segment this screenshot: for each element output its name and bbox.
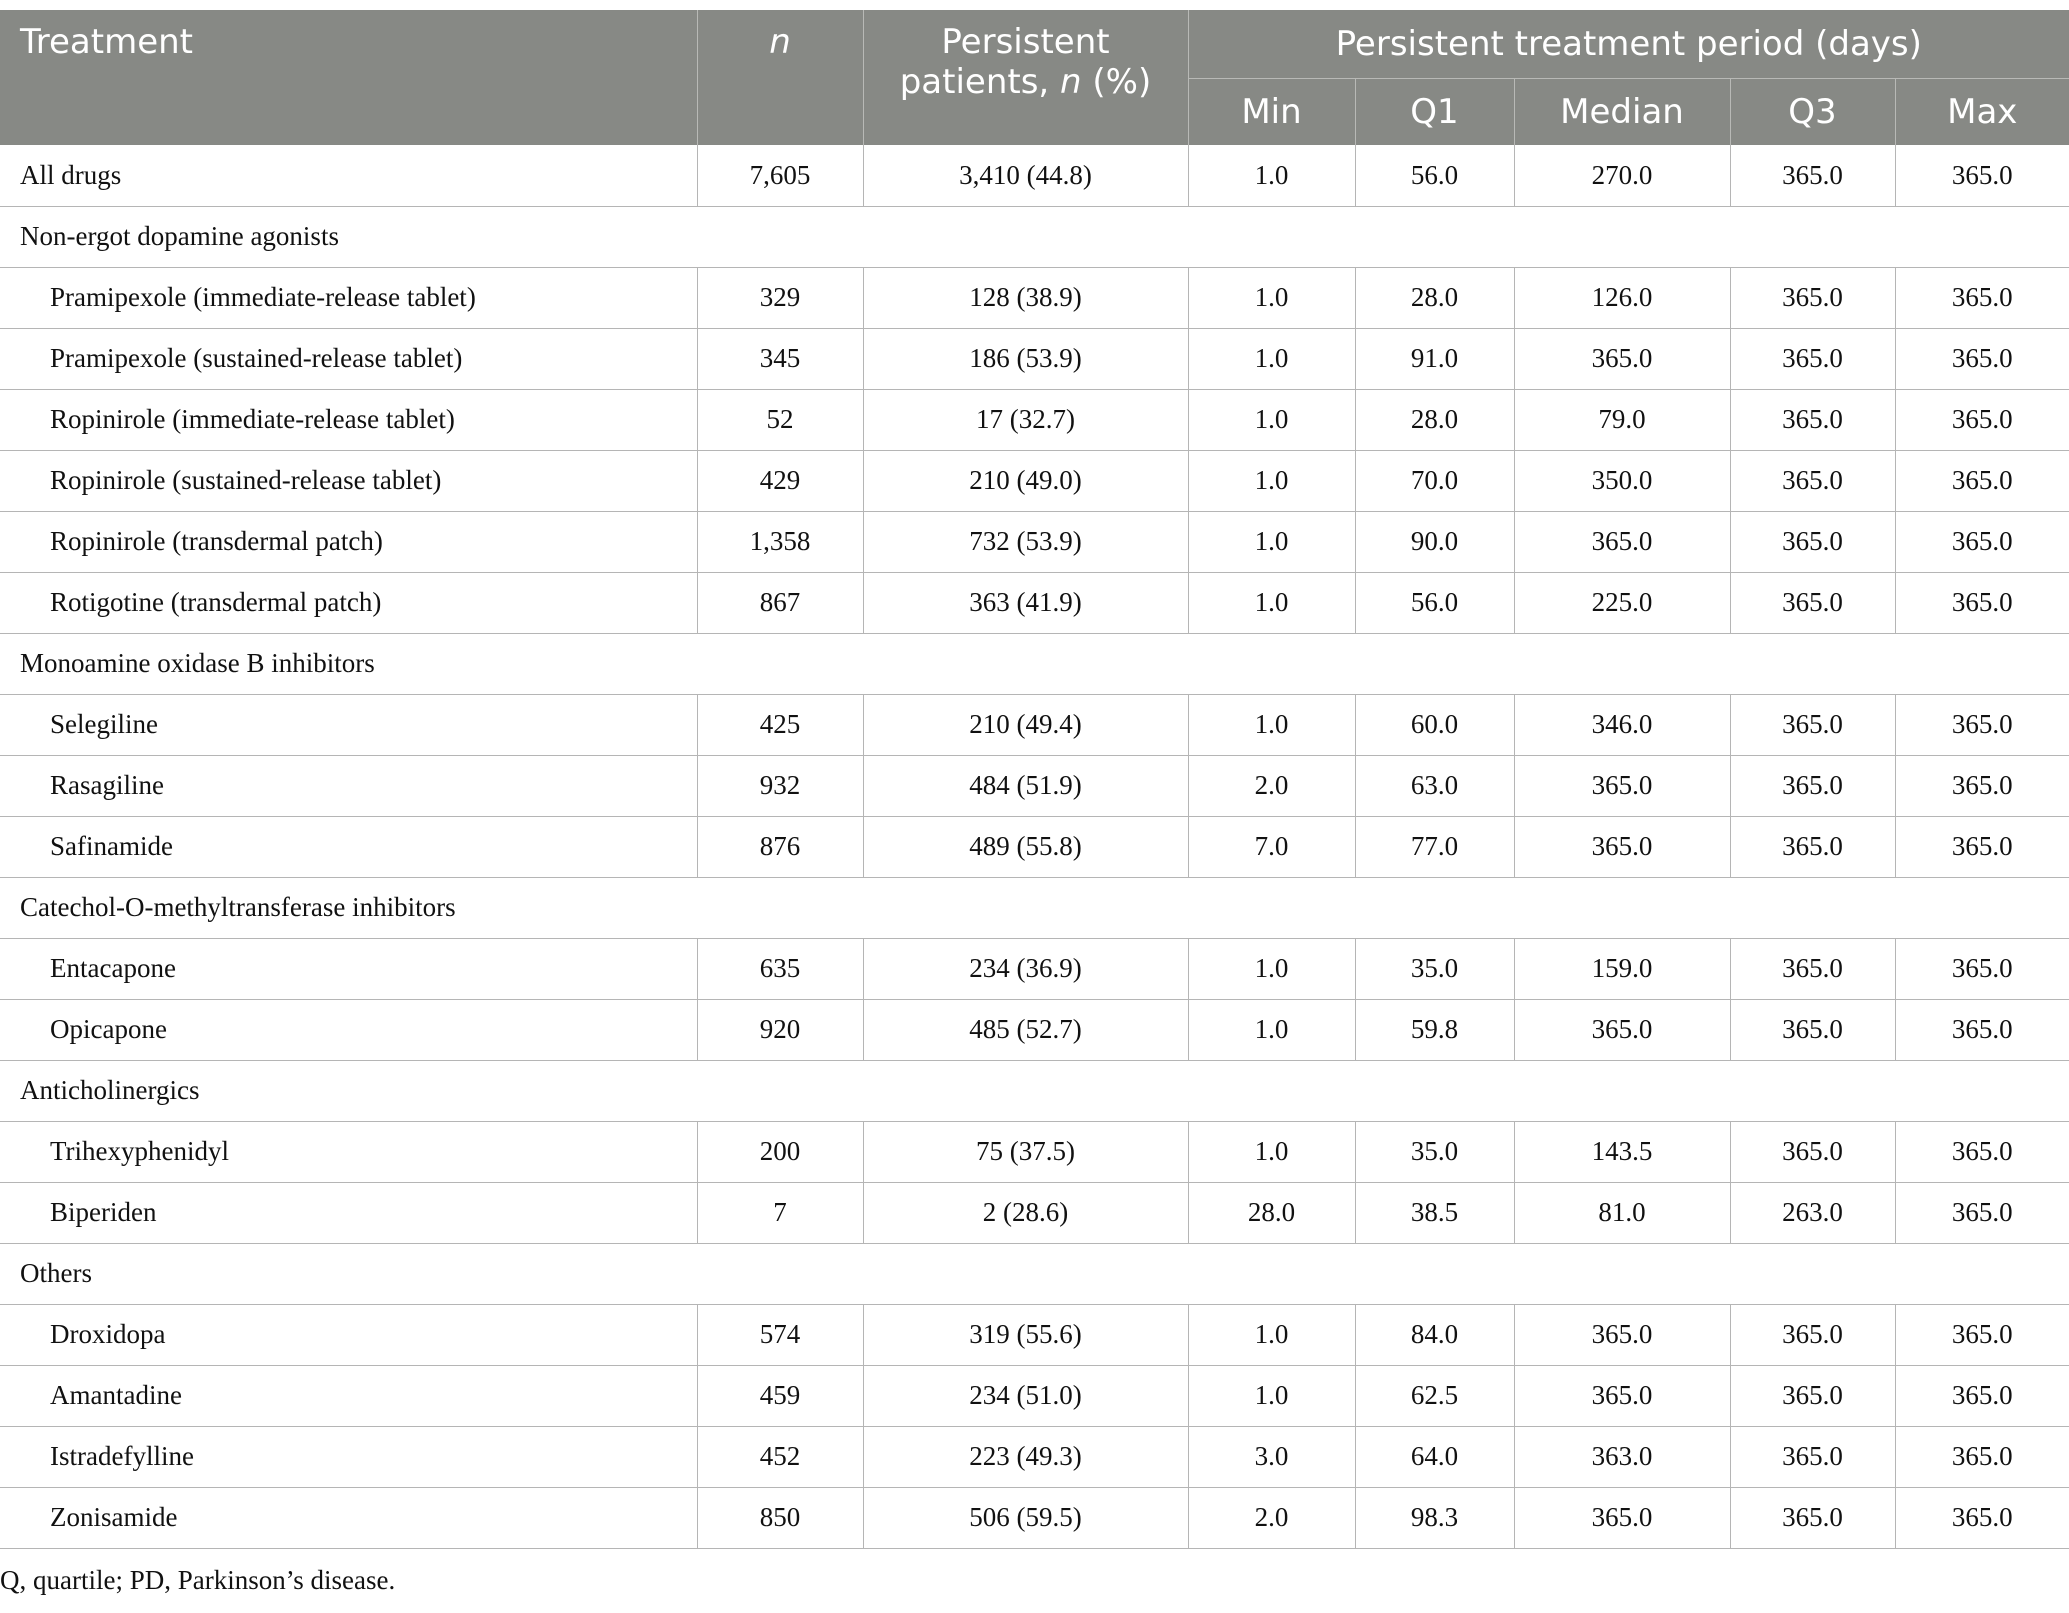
header-n: [697, 10, 863, 145]
header-min: Min: [1188, 78, 1355, 145]
q1-cell: 35.0: [1355, 938, 1514, 999]
group-label: Monoamine oxidase B inhibitors: [0, 633, 2069, 694]
min-cell: 1.0: [1188, 450, 1355, 511]
q1-cell: 62.5: [1355, 1365, 1514, 1426]
persistent-cell: 485 (52.7): [863, 999, 1188, 1060]
table-row: [0, 1304, 2069, 1365]
persistent-cell: 17 (32.7): [863, 389, 1188, 450]
persistent-cell: 128 (38.9): [863, 267, 1188, 328]
header-persistent-line1: Persistent: [941, 22, 1110, 62]
persistent-cell: 75 (37.5): [863, 1121, 1188, 1182]
n-cell: 345: [697, 328, 863, 389]
q1-cell: 84.0: [1355, 1304, 1514, 1365]
table-row: [0, 1182, 2069, 1243]
q3-cell: 365.0: [1730, 511, 1895, 572]
min-cell: 1.0: [1188, 999, 1355, 1060]
median-cell: 350.0: [1514, 450, 1730, 511]
header-persistent-line2a: patients,: [899, 62, 1061, 102]
table-row: [0, 755, 2069, 816]
q3-cell: 365.0: [1730, 145, 1895, 206]
min-cell: 1.0: [1188, 511, 1355, 572]
n-cell: 932: [697, 755, 863, 816]
persistent-cell: 484 (51.9): [863, 755, 1188, 816]
group-label: Anticholinergics: [0, 1060, 2069, 1121]
table-row: [0, 694, 2069, 755]
table-row: [0, 328, 2069, 389]
median-cell: 363.0: [1514, 1426, 1730, 1487]
max-cell: 365.0: [1895, 1365, 2069, 1426]
median-cell: 159.0: [1514, 938, 1730, 999]
treatment-cell: Selegiline: [0, 694, 697, 755]
median-cell: 365.0: [1514, 816, 1730, 877]
persistent-cell: 186 (53.9): [863, 328, 1188, 389]
persistence-table: [0, 10, 2069, 1549]
q3-cell: 365.0: [1730, 389, 1895, 450]
median-cell: 365.0: [1514, 755, 1730, 816]
header-treatment-period: Persistent treatment period (days): [1188, 10, 2069, 78]
min-cell: 1.0: [1188, 1365, 1355, 1426]
q3-cell: 365.0: [1730, 328, 1895, 389]
q1-cell: 56.0: [1355, 145, 1514, 206]
table-footnote: Q, quartile; PD, Parkinson’s disease.: [0, 1565, 396, 1595]
persistent-cell: 234 (36.9): [863, 938, 1188, 999]
q1-cell: 28.0: [1355, 389, 1514, 450]
table-row: [0, 816, 2069, 877]
min-cell: 1.0: [1188, 328, 1355, 389]
max-cell: 365.0: [1895, 145, 2069, 206]
persistent-cell: 506 (59.5): [863, 1487, 1188, 1548]
n-cell: 459: [697, 1365, 863, 1426]
treatment-cell: Rotigotine (transdermal patch): [0, 572, 697, 633]
q3-cell: 365.0: [1730, 450, 1895, 511]
median-cell: 225.0: [1514, 572, 1730, 633]
min-cell: 2.0: [1188, 1487, 1355, 1548]
header-persistent-patients: [863, 10, 1188, 145]
median-cell: 365.0: [1514, 511, 1730, 572]
table-header: [0, 10, 2069, 145]
header-n-text: n: [769, 22, 791, 62]
header-q3: Q3: [1730, 78, 1895, 145]
group-header-row: [0, 633, 2069, 694]
max-cell: 365.0: [1895, 694, 2069, 755]
max-cell: 365.0: [1895, 938, 2069, 999]
q1-cell: 56.0: [1355, 572, 1514, 633]
table-row: [0, 1426, 2069, 1487]
group-header-row: [0, 1060, 2069, 1121]
median-cell: 270.0: [1514, 145, 1730, 206]
n-cell: 574: [697, 1304, 863, 1365]
q3-cell: 365.0: [1730, 267, 1895, 328]
n-cell: 429: [697, 450, 863, 511]
q3-cell: 365.0: [1730, 1121, 1895, 1182]
q3-cell: 365.0: [1730, 755, 1895, 816]
table-row: [0, 1365, 2069, 1426]
persistent-cell: 319 (55.6): [863, 1304, 1188, 1365]
q3-cell: 365.0: [1730, 1487, 1895, 1548]
n-cell: 635: [697, 938, 863, 999]
treatment-cell: Biperiden: [0, 1182, 697, 1243]
treatment-cell: Pramipexole (immediate-release tablet): [0, 267, 697, 328]
table-row: [0, 1121, 2069, 1182]
min-cell: 1.0: [1188, 1304, 1355, 1365]
group-label: Catechol-O-methyltransferase inhibitors: [0, 877, 2069, 938]
q1-cell: 98.3: [1355, 1487, 1514, 1548]
q3-cell: 365.0: [1730, 572, 1895, 633]
min-cell: 1.0: [1188, 145, 1355, 206]
q1-cell: 64.0: [1355, 1426, 1514, 1487]
header-persistent-line2b: (%): [1081, 62, 1152, 102]
n-cell: 52: [697, 389, 863, 450]
median-cell: 143.5: [1514, 1121, 1730, 1182]
group-header-row: [0, 206, 2069, 267]
persistent-cell: 489 (55.8): [863, 816, 1188, 877]
min-cell: 1.0: [1188, 572, 1355, 633]
max-cell: 365.0: [1895, 328, 2069, 389]
table-row: [0, 450, 2069, 511]
q3-cell: 365.0: [1730, 999, 1895, 1060]
n-cell: 200: [697, 1121, 863, 1182]
max-cell: 365.0: [1895, 1121, 2069, 1182]
min-cell: 1.0: [1188, 389, 1355, 450]
n-cell: 1,358: [697, 511, 863, 572]
median-cell: 365.0: [1514, 1365, 1730, 1426]
persistent-cell: 363 (41.9): [863, 572, 1188, 633]
treatment-cell: Istradefylline: [0, 1426, 697, 1487]
group-header-row: [0, 1243, 2069, 1304]
median-cell: 365.0: [1514, 328, 1730, 389]
table-row: [0, 389, 2069, 450]
q3-cell: 365.0: [1730, 1365, 1895, 1426]
q1-cell: 90.0: [1355, 511, 1514, 572]
treatment-cell: Entacapone: [0, 938, 697, 999]
treatment-cell: Droxidopa: [0, 1304, 697, 1365]
min-cell: 1.0: [1188, 1121, 1355, 1182]
min-cell: 1.0: [1188, 694, 1355, 755]
treatment-cell: Pramipexole (sustained-release tablet): [0, 328, 697, 389]
n-cell: 850: [697, 1487, 863, 1548]
q3-cell: 365.0: [1730, 694, 1895, 755]
max-cell: 365.0: [1895, 816, 2069, 877]
max-cell: 365.0: [1895, 1487, 2069, 1548]
max-cell: 365.0: [1895, 1426, 2069, 1487]
n-cell: 452: [697, 1426, 863, 1487]
header-median: Median: [1514, 78, 1730, 145]
treatment-cell: Ropinirole (transdermal patch): [0, 511, 697, 572]
table-row: [0, 572, 2069, 633]
max-cell: 365.0: [1895, 572, 2069, 633]
treatment-cell: Amantadine: [0, 1365, 697, 1426]
treatment-cell: Safinamide: [0, 816, 697, 877]
header-max: Max: [1895, 78, 2069, 145]
median-cell: 365.0: [1514, 1304, 1730, 1365]
max-cell: 365.0: [1895, 755, 2069, 816]
persistent-cell: 732 (53.9): [863, 511, 1188, 572]
treatment-cell: Ropinirole (immediate-release tablet): [0, 389, 697, 450]
q3-cell: 365.0: [1730, 1426, 1895, 1487]
min-cell: 2.0: [1188, 755, 1355, 816]
persistent-cell: 2 (28.6): [863, 1182, 1188, 1243]
table-row: [0, 145, 2069, 206]
q1-cell: 60.0: [1355, 694, 1514, 755]
persistent-cell: 210 (49.4): [863, 694, 1188, 755]
median-cell: 346.0: [1514, 694, 1730, 755]
treatment-cell: Opicapone: [0, 999, 697, 1060]
n-cell: 7: [697, 1182, 863, 1243]
q1-cell: 70.0: [1355, 450, 1514, 511]
treatment-cell: Zonisamide: [0, 1487, 697, 1548]
table-row: [0, 1487, 2069, 1548]
q3-cell: 365.0: [1730, 816, 1895, 877]
max-cell: 365.0: [1895, 511, 2069, 572]
header-persistent-line2n: n: [1060, 62, 1082, 102]
q1-cell: 91.0: [1355, 328, 1514, 389]
persistent-cell: 3,410 (44.8): [863, 145, 1188, 206]
max-cell: 365.0: [1895, 1182, 2069, 1243]
header-q1: Q1: [1355, 78, 1514, 145]
persistent-cell: 223 (49.3): [863, 1426, 1188, 1487]
group-label: Non-ergot dopamine agonists: [0, 206, 2069, 267]
min-cell: 7.0: [1188, 816, 1355, 877]
q3-cell: 365.0: [1730, 1304, 1895, 1365]
persistent-cell: 210 (49.0): [863, 450, 1188, 511]
n-cell: 425: [697, 694, 863, 755]
median-cell: 79.0: [1514, 389, 1730, 450]
max-cell: 365.0: [1895, 999, 2069, 1060]
treatment-cell: Rasagiline: [0, 755, 697, 816]
q1-cell: 77.0: [1355, 816, 1514, 877]
table-row: [0, 267, 2069, 328]
table-row: [0, 511, 2069, 572]
treatment-cell: Trihexyphenidyl: [0, 1121, 697, 1182]
min-cell: 3.0: [1188, 1426, 1355, 1487]
group-label: Others: [0, 1243, 2069, 1304]
max-cell: 365.0: [1895, 1304, 2069, 1365]
table-row: [0, 999, 2069, 1060]
n-cell: 867: [697, 572, 863, 633]
header-treatment: Treatment: [0, 10, 697, 145]
group-header-row: [0, 877, 2069, 938]
median-cell: 365.0: [1514, 1487, 1730, 1548]
median-cell: 126.0: [1514, 267, 1730, 328]
median-cell: 365.0: [1514, 999, 1730, 1060]
min-cell: 1.0: [1188, 938, 1355, 999]
min-cell: 1.0: [1188, 267, 1355, 328]
q1-cell: 28.0: [1355, 267, 1514, 328]
q3-cell: 365.0: [1730, 938, 1895, 999]
persistent-cell: 234 (51.0): [863, 1365, 1188, 1426]
max-cell: 365.0: [1895, 389, 2069, 450]
table-body: [0, 145, 2069, 1548]
max-cell: 365.0: [1895, 267, 2069, 328]
n-cell: 920: [697, 999, 863, 1060]
n-cell: 329: [697, 267, 863, 328]
n-cell: 876: [697, 816, 863, 877]
n-cell: 7,605: [697, 145, 863, 206]
median-cell: 81.0: [1514, 1182, 1730, 1243]
min-cell: 28.0: [1188, 1182, 1355, 1243]
table-row: [0, 938, 2069, 999]
q1-cell: 63.0: [1355, 755, 1514, 816]
q1-cell: 59.8: [1355, 999, 1514, 1060]
q3-cell: 263.0: [1730, 1182, 1895, 1243]
treatment-cell: Ropinirole (sustained-release tablet): [0, 450, 697, 511]
max-cell: 365.0: [1895, 450, 2069, 511]
q1-cell: 38.5: [1355, 1182, 1514, 1243]
treatment-cell: All drugs: [0, 145, 697, 206]
q1-cell: 35.0: [1355, 1121, 1514, 1182]
